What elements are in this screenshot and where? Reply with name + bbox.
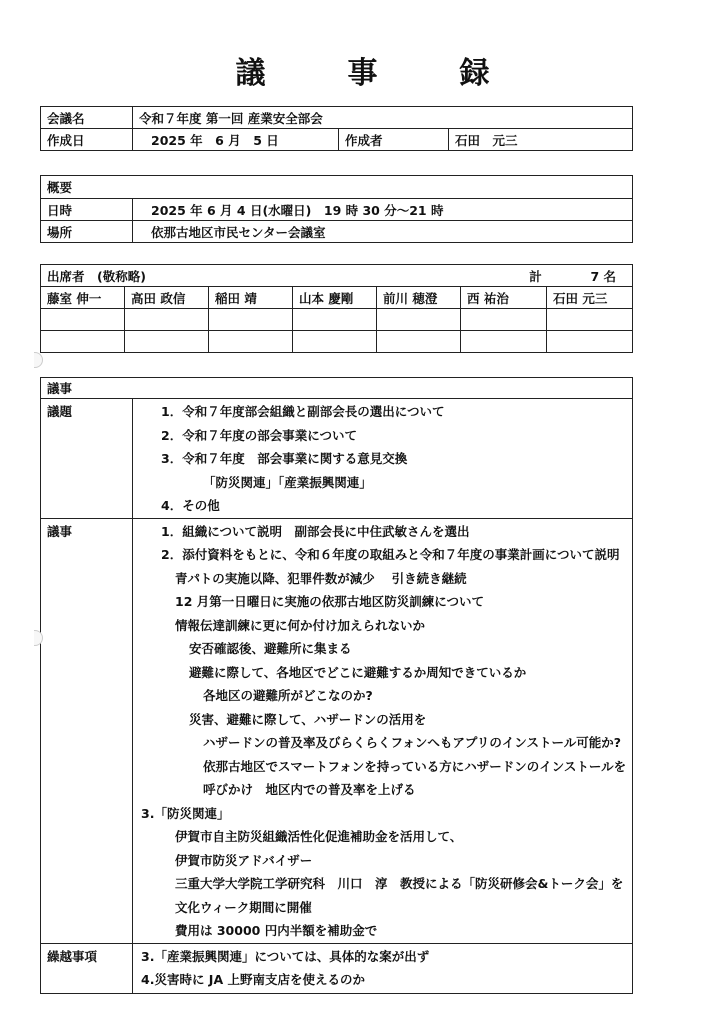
minutes-line: 安否確認後、避難所に集まる: [189, 641, 352, 656]
minutes-line: 3.「防災関連」: [141, 805, 230, 821]
author-value: 石田 元三: [449, 129, 633, 151]
carryover-cell: [133, 943, 633, 993]
attendee-empty-cell: [293, 331, 377, 353]
attendee-name: 山本 慶剛: [293, 287, 377, 309]
minutes-line: 情報伝達訓練に更に何か付け加えられないか: [175, 617, 426, 633]
attendee-name: 西 祐治: [461, 287, 547, 309]
datetime-value: 2025 年 6 月 4 日(水曜日) 19 時 30 分～21 時: [133, 199, 633, 221]
proceedings-header: 議事: [41, 378, 633, 399]
document-title: 議 事 録: [235, 56, 516, 91]
datetime-label: 日時: [41, 199, 133, 221]
punch-hole-mark: [34, 352, 43, 368]
topic-item: 1．令和７年度部会組織と副部会長の選出について: [161, 404, 445, 419]
minutes-line: 災害、避難に際して、ハザードンの活用を: [189, 711, 427, 727]
attendee-name: 石田 元三: [547, 287, 633, 309]
attendee-empty-cell: [461, 331, 547, 353]
attendee-empty-cell: [125, 331, 209, 353]
attendee-empty-cell: [41, 331, 125, 353]
minutes-line: 伊賀市防災アドバイザー: [175, 852, 313, 868]
attendee-name: 稲田 靖: [209, 287, 293, 309]
carryover-label: 繰越事項: [41, 943, 133, 993]
minutes-cell: [133, 518, 633, 943]
attendee-empty-cell: [293, 309, 377, 331]
attendees-total: [461, 265, 633, 287]
minutes-label: 議事: [41, 518, 133, 943]
created-date-value: 2025 年 6 月 5 日: [133, 129, 339, 151]
minutes-line: 青パトの実施以降、犯罪件数が減少 引き続き継続: [175, 570, 467, 586]
minutes-line: ハザードンの普及率及びらくらくフォンへもアプリのインストール可能か?: [203, 735, 622, 750]
minutes-line: 2．添付資料をもとに、令和６年度の取組みと令和７年度の事業計画について説明: [161, 547, 620, 562]
attendees-table: [40, 264, 633, 353]
carryover-item: 3.「産業振興関連」については、具体的な案が出ず: [141, 948, 430, 964]
minutes-line: 依那古地区でスマートフォンを持っている方にハザードンのインストールを: [203, 758, 627, 774]
minutes-line: 1．組織について説明 副部会長に中住武敏さんを選出: [161, 523, 470, 539]
meeting-info-table: [40, 106, 633, 151]
topic-item: 3．令和７年度 部会事業に関する意見交換: [161, 451, 408, 466]
topic-item: 2．令和７年度の部会事業について: [161, 427, 357, 443]
attendee-empty-cell: [547, 309, 633, 331]
attendee-empty-cell: [209, 309, 293, 331]
minutes-line: 伊賀市自主防災組織活性化促進補助金を活用して、: [175, 829, 463, 844]
topic-item: 4．その他: [161, 498, 220, 513]
minutes-line: 12 月第一日曜日に実施の依那古地区防災訓練について: [175, 594, 484, 609]
overview-header: 概要: [41, 176, 633, 199]
attendee-empty-cell: [377, 331, 461, 353]
attendee-name: 藤室 伸一: [41, 287, 125, 309]
meeting-name-value: 令和７年度 第一回 産業安全部会: [133, 107, 633, 129]
place-value: 依那古地区市民センター会議室: [133, 221, 633, 243]
topics-label: 議題: [41, 399, 133, 519]
minutes-line: 費用は 30000 円内半額を補助金で: [175, 923, 378, 938]
attendee-empty-cell: [41, 309, 125, 331]
proceedings-table: [40, 377, 633, 994]
topics-cell: [133, 399, 633, 519]
attendees-total-label: 計: [529, 268, 542, 284]
topic-item: 「防災関連」「産業振興関連」: [203, 474, 372, 490]
attendee-name: 高田 政信: [125, 287, 209, 309]
place-label: 場所: [41, 221, 133, 243]
created-date-label: 作成日: [41, 129, 133, 151]
meeting-name-label: 会議名: [41, 107, 133, 129]
attendee-empty-cell: [209, 331, 293, 353]
attendee-empty-cell: [377, 309, 461, 331]
minutes-line: 文化ウィーク期間に開催: [175, 899, 312, 915]
attendees-header: 出席者 (敬称略): [41, 265, 461, 287]
minutes-line: 避難に際して、各地区でどこに避難するか周知できているか: [189, 664, 527, 680]
attendees-total-value: 7 名: [590, 268, 617, 284]
minutes-line: 各地区の避難所がどこなのか?: [203, 688, 373, 703]
overview-table: [40, 175, 633, 243]
attendee-name: 前川 穂澄: [377, 287, 461, 309]
attendee-empty-cell: [461, 309, 547, 331]
minutes-line: 三重大学大学院工学研究科 川口 淳 教授による「防災研修会&トーク会」を: [175, 876, 624, 891]
attendee-empty-cell: [547, 331, 633, 353]
attendee-empty-cell: [125, 309, 209, 331]
author-label: 作成者: [339, 129, 449, 151]
minutes-line: 呼びかけ 地区内での普及率を上げる: [203, 782, 416, 797]
carryover-item: 4.災害時に JA 上野南支店を使えるのか: [141, 972, 365, 987]
